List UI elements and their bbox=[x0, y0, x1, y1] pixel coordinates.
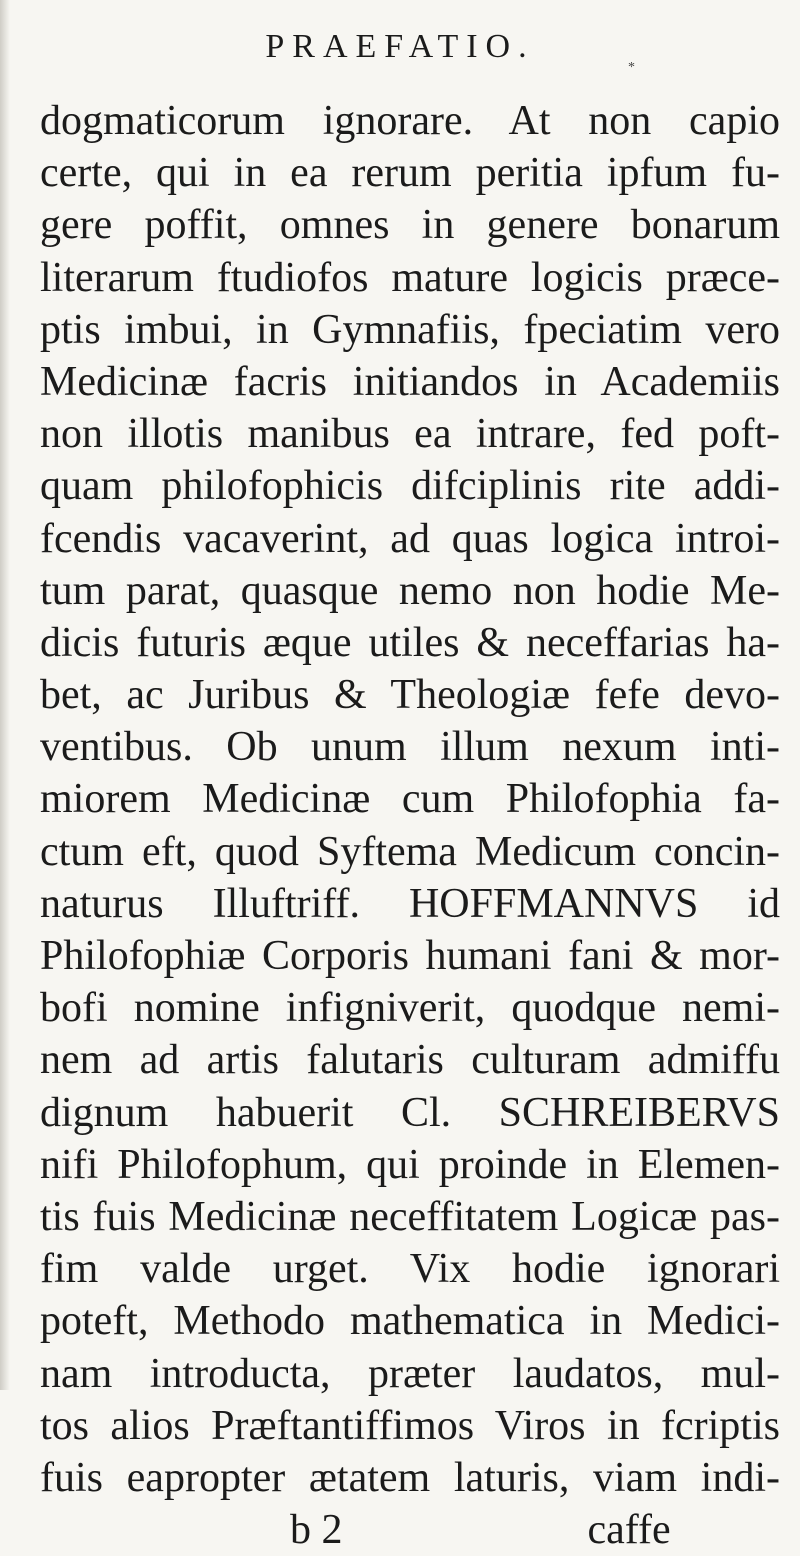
text-line: bet, ac Juribus & Theologiæ fefe devo- bbox=[40, 672, 780, 719]
text-line: nem ad artis falutaris culturam admiffu bbox=[40, 1037, 780, 1084]
text-line: bofi nomine infigniverit, quodque nemi- bbox=[40, 985, 780, 1032]
text-line: ventibus. Ob unum illum nexum inti- bbox=[40, 724, 780, 771]
running-head: PRAEFATIO. bbox=[265, 28, 535, 65]
text-line: nifi Philofophum, qui proinde in Elemen- bbox=[40, 1141, 780, 1188]
text-line: ptis imbui, in Gymnafiis, fpeciatim vero bbox=[40, 306, 780, 353]
text-line: miorem Medicinæ cum Philofophia fa- bbox=[40, 776, 780, 823]
text-line: quam philofophicis difciplinis rite addi- bbox=[40, 463, 780, 510]
text-line: dignum habuerit Cl. SCHREIBERVS bbox=[40, 1089, 780, 1136]
text-line: tos alios Præftantiffimos Viros in fcriptis bbox=[40, 1402, 780, 1449]
signature-mark: b 2 bbox=[290, 1507, 343, 1554]
text-line: fim valde urget. Vix hodie ignorari bbox=[40, 1246, 780, 1293]
ornament-mark: * bbox=[628, 60, 635, 75]
body-text bbox=[40, 95, 780, 1556]
page-edge bbox=[0, 0, 10, 1390]
text-line: poteft, Methodo mathematica in Medici- bbox=[40, 1298, 780, 1345]
text-line: nam introducta, præter laudatos, mul- bbox=[40, 1350, 780, 1397]
text-line: Philofophiæ Corporis humani fani & mor- bbox=[40, 933, 780, 979]
text-line: Medicinæ facris initiandos in Academiis bbox=[40, 358, 780, 405]
text-line: tum parat, quasque nemo non hodie Me- bbox=[40, 567, 780, 614]
text-line: dicis futuris æque utiles & neceffarias ha- bbox=[40, 619, 780, 666]
text-line: ctum eft, quod Syftema Medicum concin- bbox=[40, 828, 780, 875]
catchword: caffe bbox=[587, 1507, 671, 1554]
text-line: gere poffit, omnes in genere bonarum bbox=[40, 202, 780, 249]
text-line: dogmaticorum ignorare. At non capio bbox=[40, 98, 780, 144]
text-line: tis fuis Medicinæ neceffitatem Logicæ pas- bbox=[40, 1193, 780, 1240]
page-footer-line bbox=[40, 1504, 780, 1556]
text-line: naturus Illuftriff. HOFFMANNVS id bbox=[40, 880, 780, 927]
text-line: literarum ftudiofos mature logicis præce- bbox=[40, 254, 780, 301]
text-line: non illotis manibus ea intrare, fed poft- bbox=[40, 411, 780, 458]
text-line: certe, qui in ea rerum peritia ipfum fu- bbox=[40, 150, 780, 197]
text-line: fuis eapropter ætatem laturis, viam indi- bbox=[40, 1454, 780, 1501]
text-line: fcendis vacaverint, ad quas logica introi- bbox=[40, 515, 780, 562]
